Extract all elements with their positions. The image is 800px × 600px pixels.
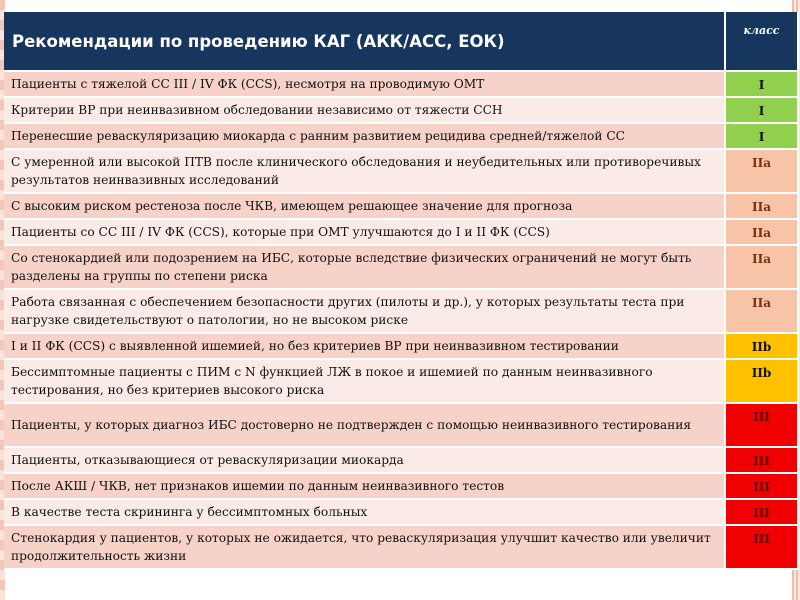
recommendation-text: С высоким риском рестеноза после ЧКВ, имеющем решающее значение для прогноза: [4, 194, 726, 220]
table-row: [4, 360, 799, 404]
table-row: [4, 404, 799, 448]
recommendation-text: В качестве теста скрининга у бессимптомных больных: [4, 500, 726, 526]
class-column-header: класс: [726, 12, 799, 72]
recommendation-class: IIb: [726, 360, 799, 404]
recommendation-class: III: [726, 500, 799, 526]
table-row: [4, 124, 799, 150]
recommendation-text: Со стенокардией или подозрением на ИБС, которые вследствие физических ограничений не могут быть разделены на группы по степени риска: [4, 246, 726, 290]
table-row: [4, 500, 799, 526]
recommendation-class: IIa: [726, 150, 799, 194]
recommendation-text: После АКШ / ЧКВ, нет признаков ишемии по данным неинвазивного тестов: [4, 474, 726, 500]
recommendation-class: III: [726, 448, 799, 474]
recommendation-text: Работа связанная с обеспечением безопасности других (пилоты и др.), у которых результаты теста при нагрузке свидетельствуют о патологии, но не высоком риске: [4, 290, 726, 334]
recommendation-text: Стенокардия у пациентов, у которых не ожидается, что реваскуляризация улучшит качество или увеличит продолжительность жизни: [4, 526, 726, 570]
table-row: [4, 150, 799, 194]
recommendation-class: III: [726, 404, 799, 448]
recommendation-text: Бессимптомные пациенты с ПИМ с N функцией ЛЖ в покое и ишемией по данным неинвазивного тестирования, но без критериев высокого риска: [4, 360, 726, 404]
recommendation-text: Пациенты, отказывающиеся от реваскуляризации миокарда: [4, 448, 726, 474]
table-header-row: [4, 12, 799, 72]
recommendation-class: I: [726, 72, 799, 98]
recommendation-class: IIa: [726, 246, 799, 290]
recommendation-text: С умеренной или высокой ПТВ после клинического обследования и неубедительных или противоречивых результатов неинвазивных исследований: [4, 150, 726, 194]
recommendation-class: IIa: [726, 194, 799, 220]
recommendation-class: III: [726, 526, 799, 570]
recommendation-class: I: [726, 124, 799, 150]
recommendation-text: Пациенты с тяжелой СС III / IV ФК (CCS), несмотря на проводимую ОМТ: [4, 72, 726, 98]
table-row: [4, 220, 799, 246]
recommendation-text: Критерии ВР при неинвазивном обследовании независимо от тяжести ССН: [4, 98, 726, 124]
table-body: [4, 72, 799, 570]
table-row: [4, 246, 799, 290]
recommendation-text: Пациенты, у которых диагноз ИБС достоверно не подтвержден с помощью неинвазивного тестирования: [4, 404, 726, 448]
table-row: [4, 98, 799, 124]
table-row: [4, 334, 799, 360]
table-row: [4, 526, 799, 570]
recommendation-class: III: [726, 474, 799, 500]
recommendations-slide: [4, 12, 799, 572]
recommendation-class: IIa: [726, 220, 799, 246]
recommendation-text: Пациенты со СС III / IV ФК (CCS), которые при ОМТ улучшаются до I и II ФК (CCS): [4, 220, 726, 246]
recommendation-text: I и II ФК (CCS) с выявленной ишемией, но без критериев ВР при неинвазивном тестировании: [4, 334, 726, 360]
recommendation-text: Перенесшие реваскуляризацию миокарда с ранним развитием рецидива средней/тяжелой СС: [4, 124, 726, 150]
table-row: [4, 72, 799, 98]
table-row: [4, 448, 799, 474]
table-row: [4, 474, 799, 500]
recommendation-class: IIb: [726, 334, 799, 360]
recommendation-class: IIa: [726, 290, 799, 334]
table-row: [4, 290, 799, 334]
recommendation-class: I: [726, 98, 799, 124]
recommendations-table: [4, 12, 799, 570]
table-row: [4, 194, 799, 220]
table-title: Рекомендации по проведению КАГ (АКК/АСС, ЕОК): [4, 12, 726, 72]
